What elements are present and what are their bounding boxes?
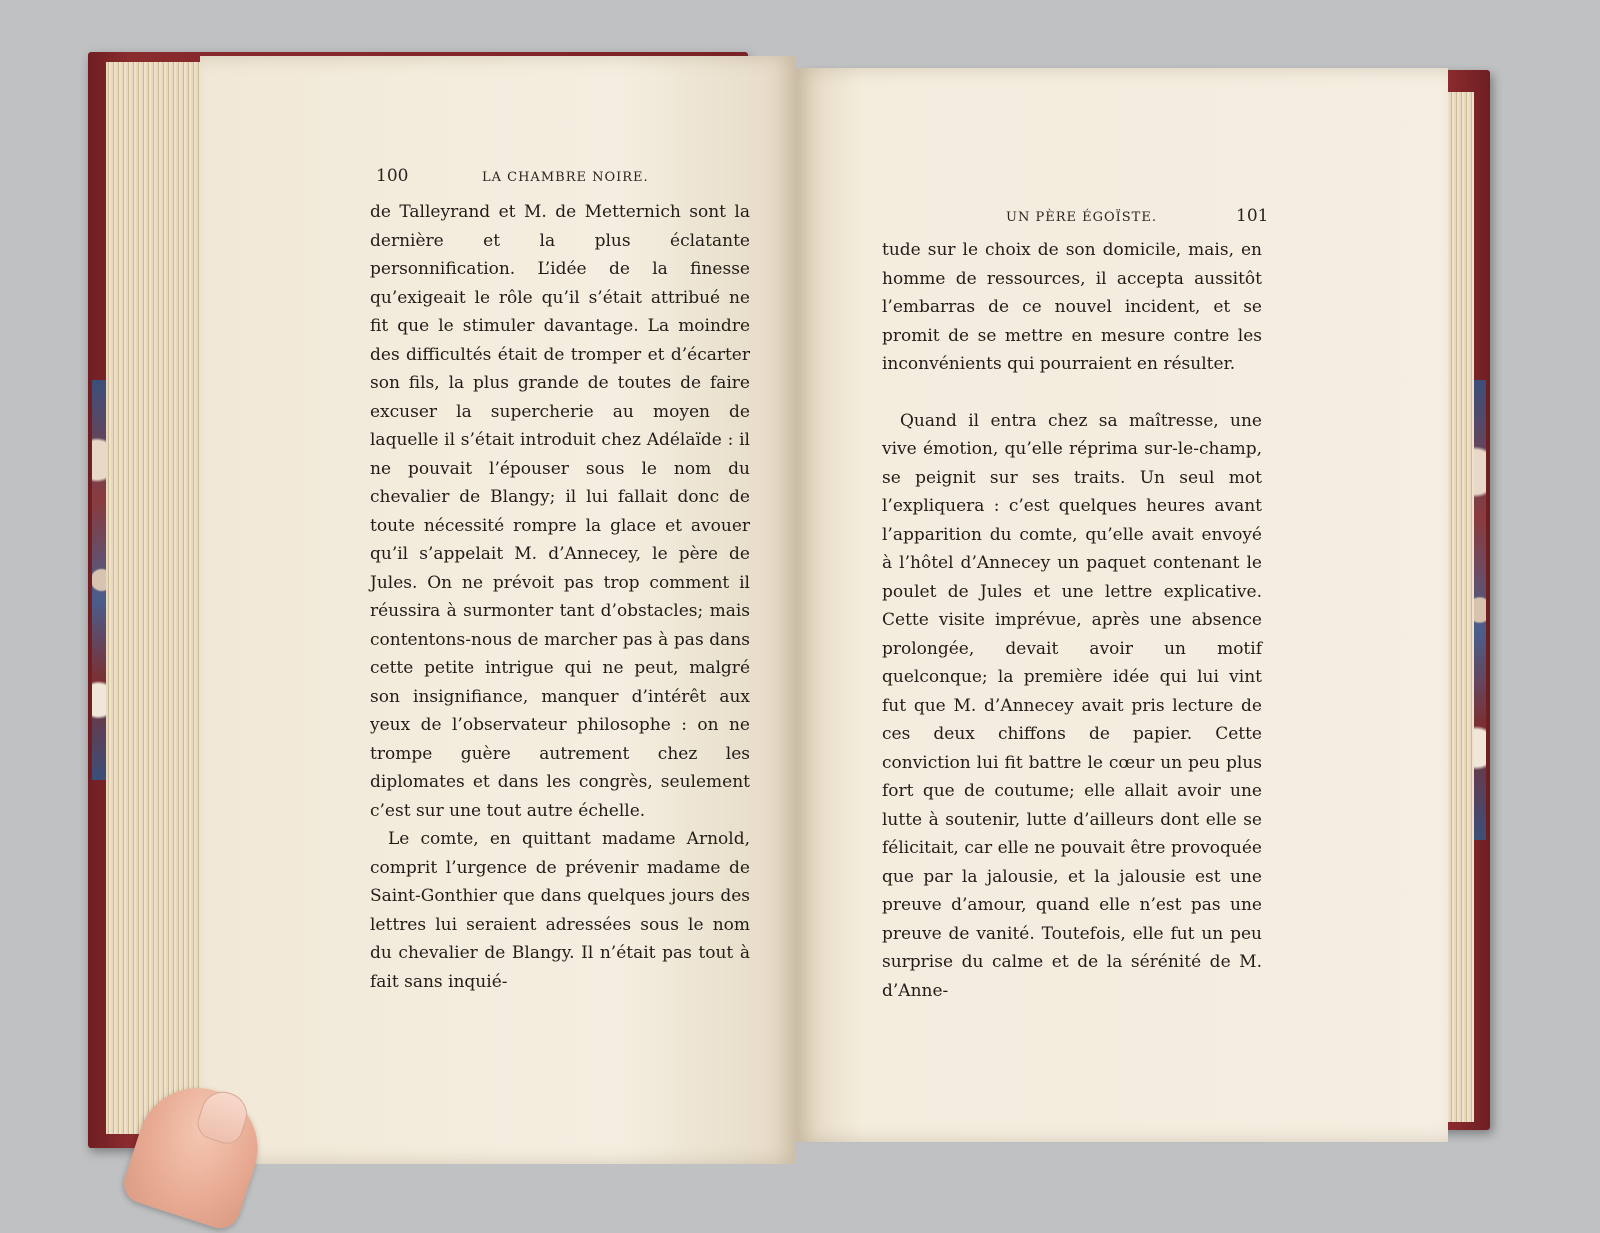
- page-edges-right: [1444, 92, 1474, 1122]
- left-paragraph-2: Le comte, en quittant madame Arnold, comprit l’urgence de prévenir madame de Saint-Gonthier que dans quelques jours des lettres lui seraient adressées sous le nom du chevalier de Blangy. Il n’était pas tout à fait sans inquié-: [370, 829, 750, 992]
- right-paragraph-2: Quand il entra chez sa maîtresse, une vive émotion, qu’elle réprima sur-le-champ, se peignit sur ses traits. Un seul mot l’expliquera : c’est quelques heures avant l’apparition du comte, qu’elle avait envoyé à l’hôtel d’Annecey un paquet contenant le poulet de Jules et une lettre explicative. Cette visite imprévue, après une absence prolongée, devait avoir un motif quelconque; la première idée qui lui vint fut que M. d’Annecey avait pris lecture de ces deux chiffons de papier. Cette conviction lui fit battre le cœur un peu plus fort que de coutume; elle allait avoir une lutte à soutenir, lutte d’ailleurs dont elle se félicitait, car elle ne pouvait être provoquée que par la jalousie, et la jalousie est une preuve d’amour, quand elle n’est pas une preuve de vanité. Toutefois, elle fut un peu surprise du calme et de la sérénité de M. d’Anne-: [882, 410, 1262, 1001]
- left-text-block: [370, 198, 750, 996]
- right-page-number: 101: [1236, 206, 1269, 226]
- left-paragraph-1: de Talleyrand et M. de Metternich sont la dernière et la plus éclatante personnification. L’idée de la finesse qu’exigeait le rôle qu’il s’était attribué ne fit que le stimuler davantage. La moindre des difficultés était de tromper et d’écarter son fils, la plus grande de toutes de faire excuser la supercherie au moyen de laquelle il s’était introduit chez Adélaïde : il ne pouvait l’épouser sous le nom du chevalier de Blangy; il lui fallait donc de toute nécessité rompre la glace et avouer qu’il s’appelait M. d’Annecey, le père de Jules. On ne prévoit pas trop comment il réussira à surmonter tant d’obstacles; mais contentons-nous de marcher pas à pas dans cette petite intrigue qui ne peut, malgré son insignifiance, manquer d’intérêt aux yeux de l’observateur philosophe : on ne trompe guère autrement chez les diplomates et dans les congrès, seulement c’est sur une tout autre échelle.: [370, 202, 750, 821]
- right-running-head: UN PÈRE ÉGOÏSTE.: [1006, 210, 1157, 225]
- left-running-head: LA CHAMBRE NOIRE.: [482, 170, 649, 185]
- left-page: [200, 56, 796, 1164]
- right-text-block: [882, 236, 1262, 1005]
- right-page: [796, 68, 1448, 1142]
- right-paragraph-1: tude sur le choix de son domicile, mais, en homme de ressources, il accepta aussitôt l’embarras de ce nouvel incident, et se promit de se mettre en mesure contre les inconvénients qui pourraient en résulter.: [882, 240, 1262, 374]
- left-page-number: 100: [376, 166, 409, 186]
- page-edges-left: [106, 62, 204, 1134]
